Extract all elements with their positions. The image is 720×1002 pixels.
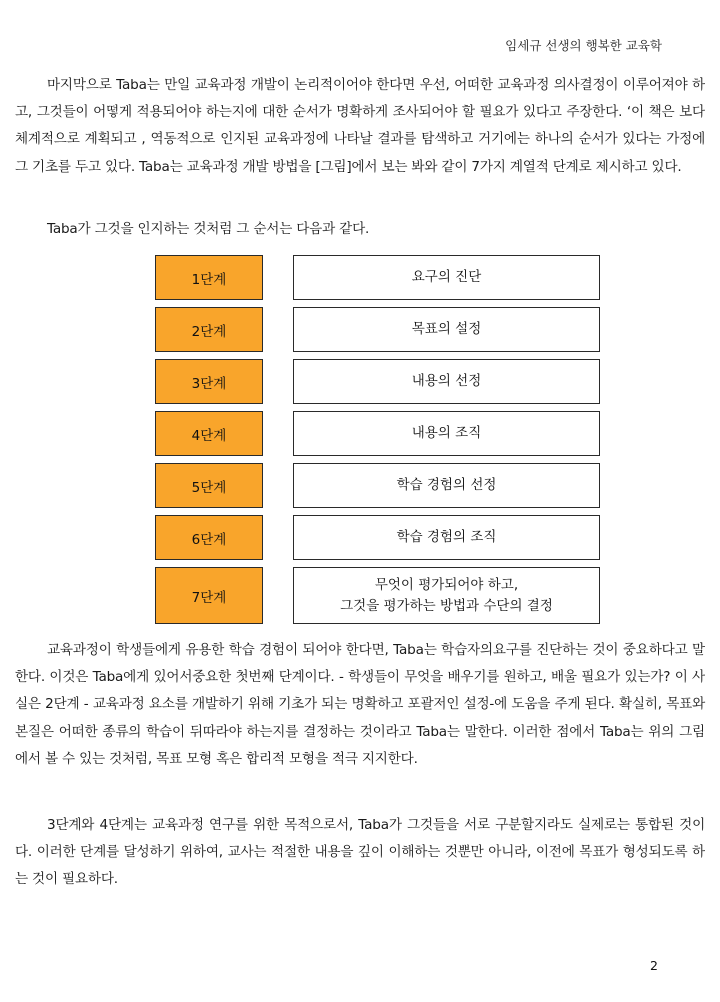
paragraph-intro: 마지막으로 Taba는 만일 교육과정 개발이 논리적이어야 한다면 우선, 어떠한 교육과정 의사결정이 이루어져야 하고, 그것들이 어떻게 적용되어야 하는지에 대한 순서가 명확하게 조사되어야 할 필요가 있다고 주장한다. ‘이 책은 보다 체계적으로 계획되고 , 역동적으로 인지된 교육과정에 나타날 결과를 탐색하고 거기에는 하나의 순서가 있다는 가정에 그 기초를 두고 있다. Taba는 교육과정 개발 방법을 [그림]에서 보는 봐와 같이 7가지 계열적 단계로 제시하고 있다.: [15, 77, 706, 175]
step-description-box: [293, 567, 600, 624]
paragraph-sequence-lead: Taba가 그것을 인지하는 것처럼 그 순서는 다음과 같다.: [47, 221, 370, 237]
taba-steps-diagram: [155, 255, 600, 631]
step-description-line-2: 그것을 평가하는 방법과 수단의 결정: [340, 597, 553, 614]
step-description-box: 내용의 선정: [293, 359, 600, 404]
running-header: 임세규 선생의 행복한 교육학: [505, 38, 662, 53]
step-description-box: 목표의 설정: [293, 307, 600, 352]
step-row-1: [155, 255, 600, 300]
step-label-box: 5단계: [155, 463, 263, 508]
step-description-box: 내용의 조직: [293, 411, 600, 456]
step-description-box: 요구의 진단: [293, 255, 600, 300]
step-description-line-1: 무엇이 평가되어야 하고,: [374, 576, 519, 593]
step-row-5: [155, 463, 600, 508]
step-label-box: 4단계: [155, 411, 263, 456]
step-row-2: [155, 307, 600, 352]
step-row-6: [155, 515, 600, 560]
step-label-box: 1단계: [155, 255, 263, 300]
paragraph-needs-diagnosis: 교육과정이 학생들에게 유용한 학습 경험이 되어야 한다면, Taba는 학습자의요구를 진단하는 것이 중요하다고 말한다. 이것은 Taba에게 있어서중요한 첫번째 단계이다. - 학생들이 무엇을 배우기를 원하고, 배울 필요가 있는가? 이 사실은 2단계 - 교육과정 요소를 개발하기 위해 기초가 되는 명확하고 포괄저인 설정-에 도움을 주게 된다. 확실히, 목표와 본질은 어떠한 종류의 학습이 뒤따라야 하는지를 결정하는 것이라고 Taba는 말한다. 이러한 점에서 Taba는 위의 그림에서 볼 수 있는 것처럼, 목표 모형 혹은 합리적 모형을 적극 지지한다.: [15, 642, 705, 767]
step-label-box: 2단계: [155, 307, 263, 352]
step-row-7: [155, 567, 600, 624]
step-row-4: [155, 411, 600, 456]
page-number: 2: [650, 958, 658, 973]
paragraph-steps-3-4: 3단계와 4단계는 교육과정 연구를 위한 목적으로서, Taba가 그것들을 서로 구분할지라도 실제로는 통합된 것이다. 이러한 단계를 달성하기 위하여, 교사는 적절한 내용을 깊이 이해하는 것뿐만 아니라, 이전에 목표가 형성되도록 하는 것이 필요하다.: [15, 817, 705, 888]
step-row-3: [155, 359, 600, 404]
step-description-box: 학습 경험의 조직: [293, 515, 600, 560]
step-label-box: 7단계: [155, 567, 263, 624]
step-description-box: 학습 경험의 선정: [293, 463, 600, 508]
step-label-box: 6단계: [155, 515, 263, 560]
step-label-box: 3단계: [155, 359, 263, 404]
